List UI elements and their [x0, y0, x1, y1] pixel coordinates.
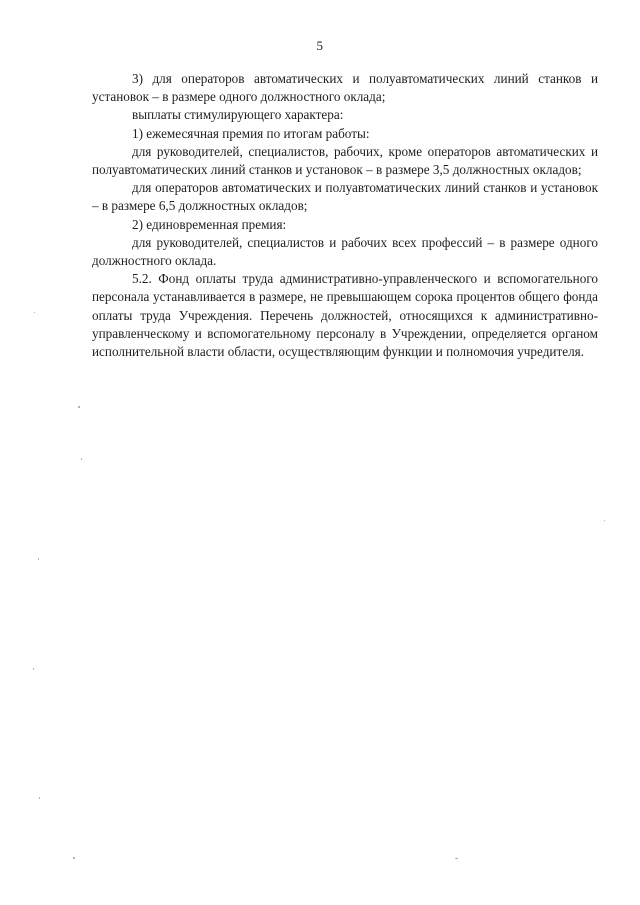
scan-artifact — [78, 406, 80, 408]
page-number: 5 — [316, 38, 324, 53]
scan-artifact — [455, 858, 458, 859]
scan-artifact — [33, 668, 34, 670]
paragraph-operators-salary: 3) для операторов автоматических и полуавтоматических линий станков и установок – в размере одного должностного оклада; — [92, 71, 598, 105]
scan-artifact — [73, 857, 75, 859]
paragraph-section-5-2: 5.2. Фонд оплаты труда административно-управленческого и вспомогательного персонала устанавливается в размере, не превышающем сорока процентов общего фонда оплаты труда Учреждения. Перечень должностей, относящихся к административно-управленческому и вспомогательному персоналу в Учреждении, определяется органом исполнительной власти области, осуществляющим функции и полномочия учредителя. — [92, 271, 598, 360]
document-body — [92, 70, 598, 361]
paragraph-all-professions-bonus: для руководителей, специалистов и рабочих всех профессий – в размере одного должностного оклада. — [92, 234, 598, 269]
paragraph-managers-bonus: для руководителей, специалистов, рабочих, кроме операторов автоматических и полуавтоматических линий станков и установок – в размере 3,5 должностных окладов; — [92, 143, 598, 178]
paragraph-operators-bonus: для операторов автоматических и полуавтоматических линий станков и установок – в размере 6,5 должностных окладов; — [92, 180, 598, 214]
scan-artifact — [38, 558, 39, 560]
paragraph-monthly-bonus: 1) ежемесячная премия по итогам работы: — [132, 125, 370, 141]
scan-artifact — [39, 797, 40, 799]
paragraph-one-time-bonus: 2) единовременная премия: — [132, 216, 287, 232]
scan-artifact — [604, 520, 605, 521]
scan-artifact — [34, 312, 35, 313]
scan-artifact — [81, 458, 82, 460]
paragraph-incentive-payments: выплаты стимулирующего характера: — [132, 107, 344, 123]
